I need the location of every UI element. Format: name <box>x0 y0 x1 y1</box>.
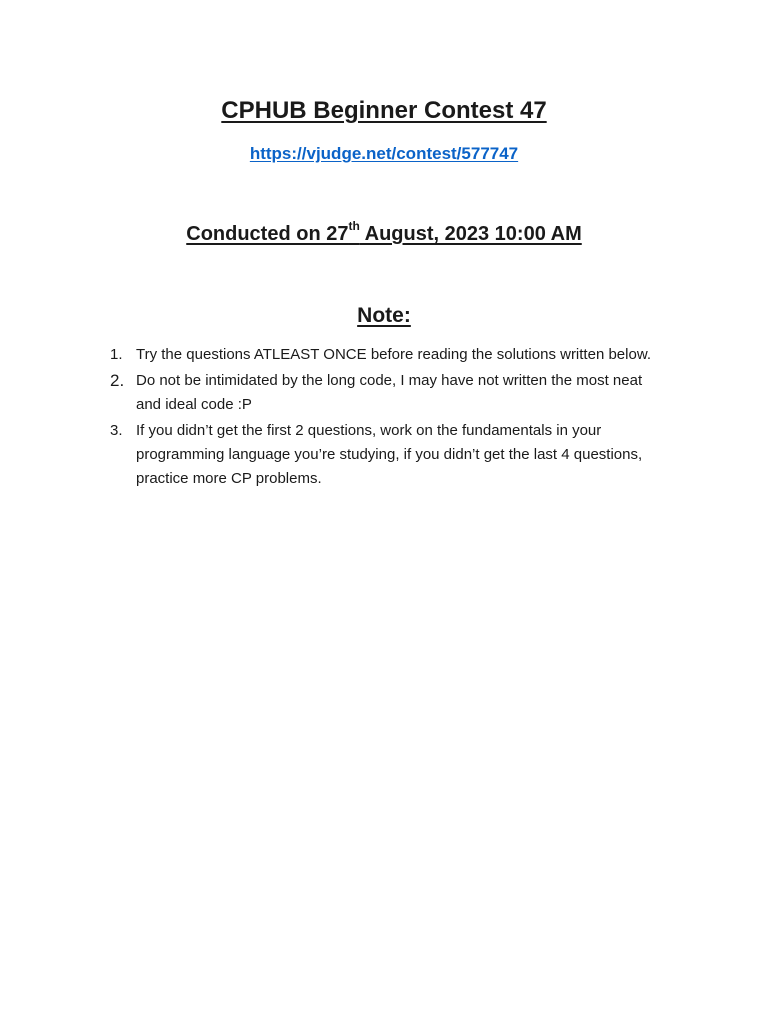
contest-link-line <box>0 143 768 165</box>
conducted-prefix: Conducted on 27 <box>186 223 349 245</box>
note-heading-text: Note: <box>357 304 411 327</box>
note-heading <box>0 302 768 330</box>
list-item-text: Do not be intimidated by the long code, I may have not written the most neat and ideal code :P <box>136 372 643 413</box>
notes-list <box>110 343 670 493</box>
conducted-date <box>0 220 768 248</box>
conducted-suffix: August, 2023 10:00 AM <box>359 223 582 245</box>
conducted-superscript: th <box>348 219 360 234</box>
contest-link[interactable]: https://vjudge.net/contest/577747 <box>249 144 519 163</box>
page-title-text: CPHUB Beginner Contest 47 <box>221 97 547 124</box>
list-item-number: 3. <box>110 422 123 439</box>
page-title <box>0 96 768 126</box>
list-item <box>110 369 670 417</box>
list-item-text: If you didn’t get the first 2 questions, work on the fundamentals in your programming language you’re studying, if you didn’t get the last 4 questions, practice more CP problems. <box>136 422 643 487</box>
conducted-date-text <box>186 219 582 245</box>
list-item <box>110 343 670 367</box>
list-item-text: Try the questions ATLEAST ONCE before reading the solutions written below. <box>136 346 651 363</box>
list-item-number: 1. <box>110 346 123 363</box>
list-item-number: 2. <box>110 371 125 390</box>
list-item <box>110 419 670 491</box>
